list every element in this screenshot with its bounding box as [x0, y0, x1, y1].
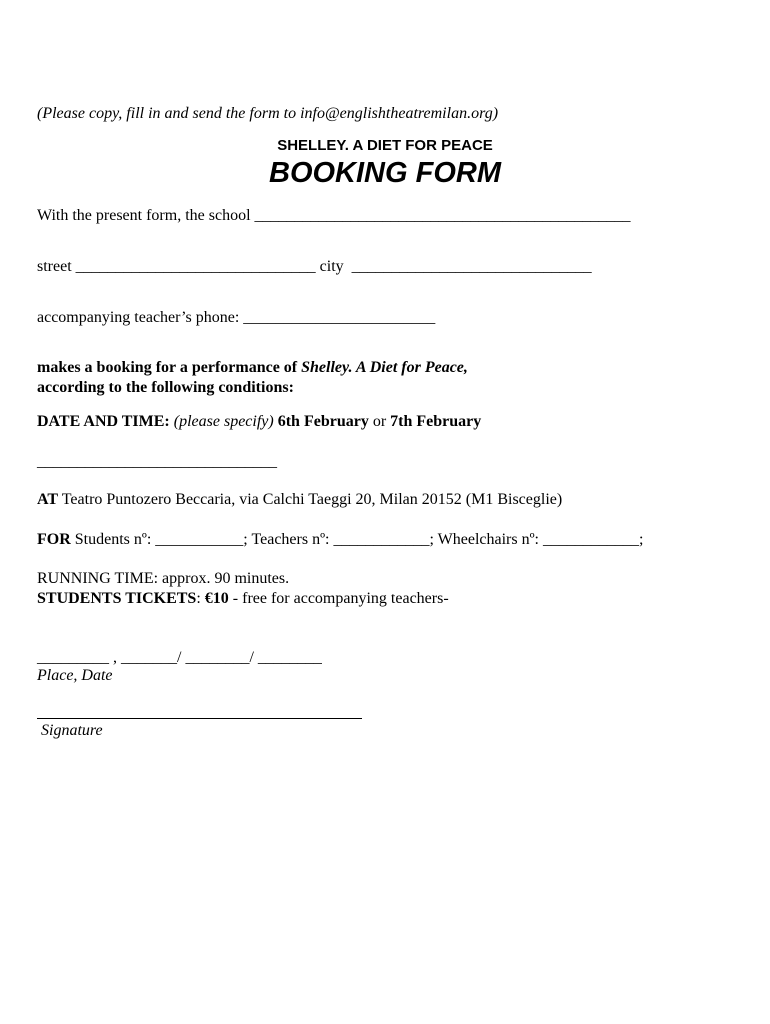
venue-text: Teatro Puntozero Beccaria, via Calchi Taeggi 20, Milan 20152 (M1 Bisceglie) — [61, 491, 563, 508]
address-row — [37, 257, 592, 277]
ticket-price: €10 — [204, 590, 229, 607]
date-time-row — [37, 412, 481, 432]
booking-statement-line2: according to the following conditions: — [37, 379, 294, 396]
street-label: street — [37, 258, 72, 275]
attendance-row[interactable] — [37, 530, 643, 550]
booking-statement-line1 — [37, 358, 468, 378]
running-time: RUNNING TIME: approx. 90 minutes. — [37, 570, 290, 587]
city-label: city — [319, 258, 344, 275]
place-date-label: Place, Date — [37, 667, 113, 684]
street-field[interactable]: ______________________________ — [75, 258, 316, 275]
venue-row — [37, 490, 562, 510]
attendance-label: FOR — [37, 531, 71, 548]
booking-statement-prefix: makes a booking for a performance of — [37, 359, 298, 376]
date-time-hint: (please specify) — [173, 413, 274, 430]
date-time-label: DATE AND TIME: — [37, 413, 170, 430]
school-field[interactable]: With the present form, the school _______________________________________________ — [37, 207, 631, 224]
city-field[interactable]: ______________________________ — [351, 258, 592, 275]
tickets-row — [37, 589, 449, 609]
place-date-field[interactable]: _________ , _______/ ________/ ________ — [37, 649, 322, 666]
show-subtitle: SHELLEY. A DIET FOR PEACE — [277, 137, 493, 154]
show-title: Shelley. A Diet for Peace, — [301, 359, 468, 376]
venue-label: AT — [37, 491, 59, 508]
form-title: BOOKING FORM — [269, 157, 501, 189]
date-or-text: or — [372, 413, 387, 430]
tickets-colon: : — [196, 590, 201, 607]
attendance-fields[interactable]: Students nº: ___________; Teachers nº: ____________; Wheelchairs nº: ____________; — [74, 531, 644, 548]
date-time-field[interactable]: ______________________________ — [37, 453, 277, 470]
tickets-label: STUDENTS TICKETS — [37, 590, 197, 607]
signature-line[interactable] — [37, 718, 362, 719]
instruction-text: (Please copy, fill in and send the form to info@englishtheatremilan.org) — [37, 105, 499, 122]
tickets-note: - free for accompanying teachers- — [232, 590, 449, 607]
teacher-phone-field[interactable]: accompanying teacher’s phone: ________________________ — [37, 309, 436, 326]
date-option-6th[interactable]: 6th February — [277, 413, 369, 430]
signature-label: Signature — [41, 722, 103, 739]
date-option-7th[interactable]: 7th February — [390, 413, 482, 430]
